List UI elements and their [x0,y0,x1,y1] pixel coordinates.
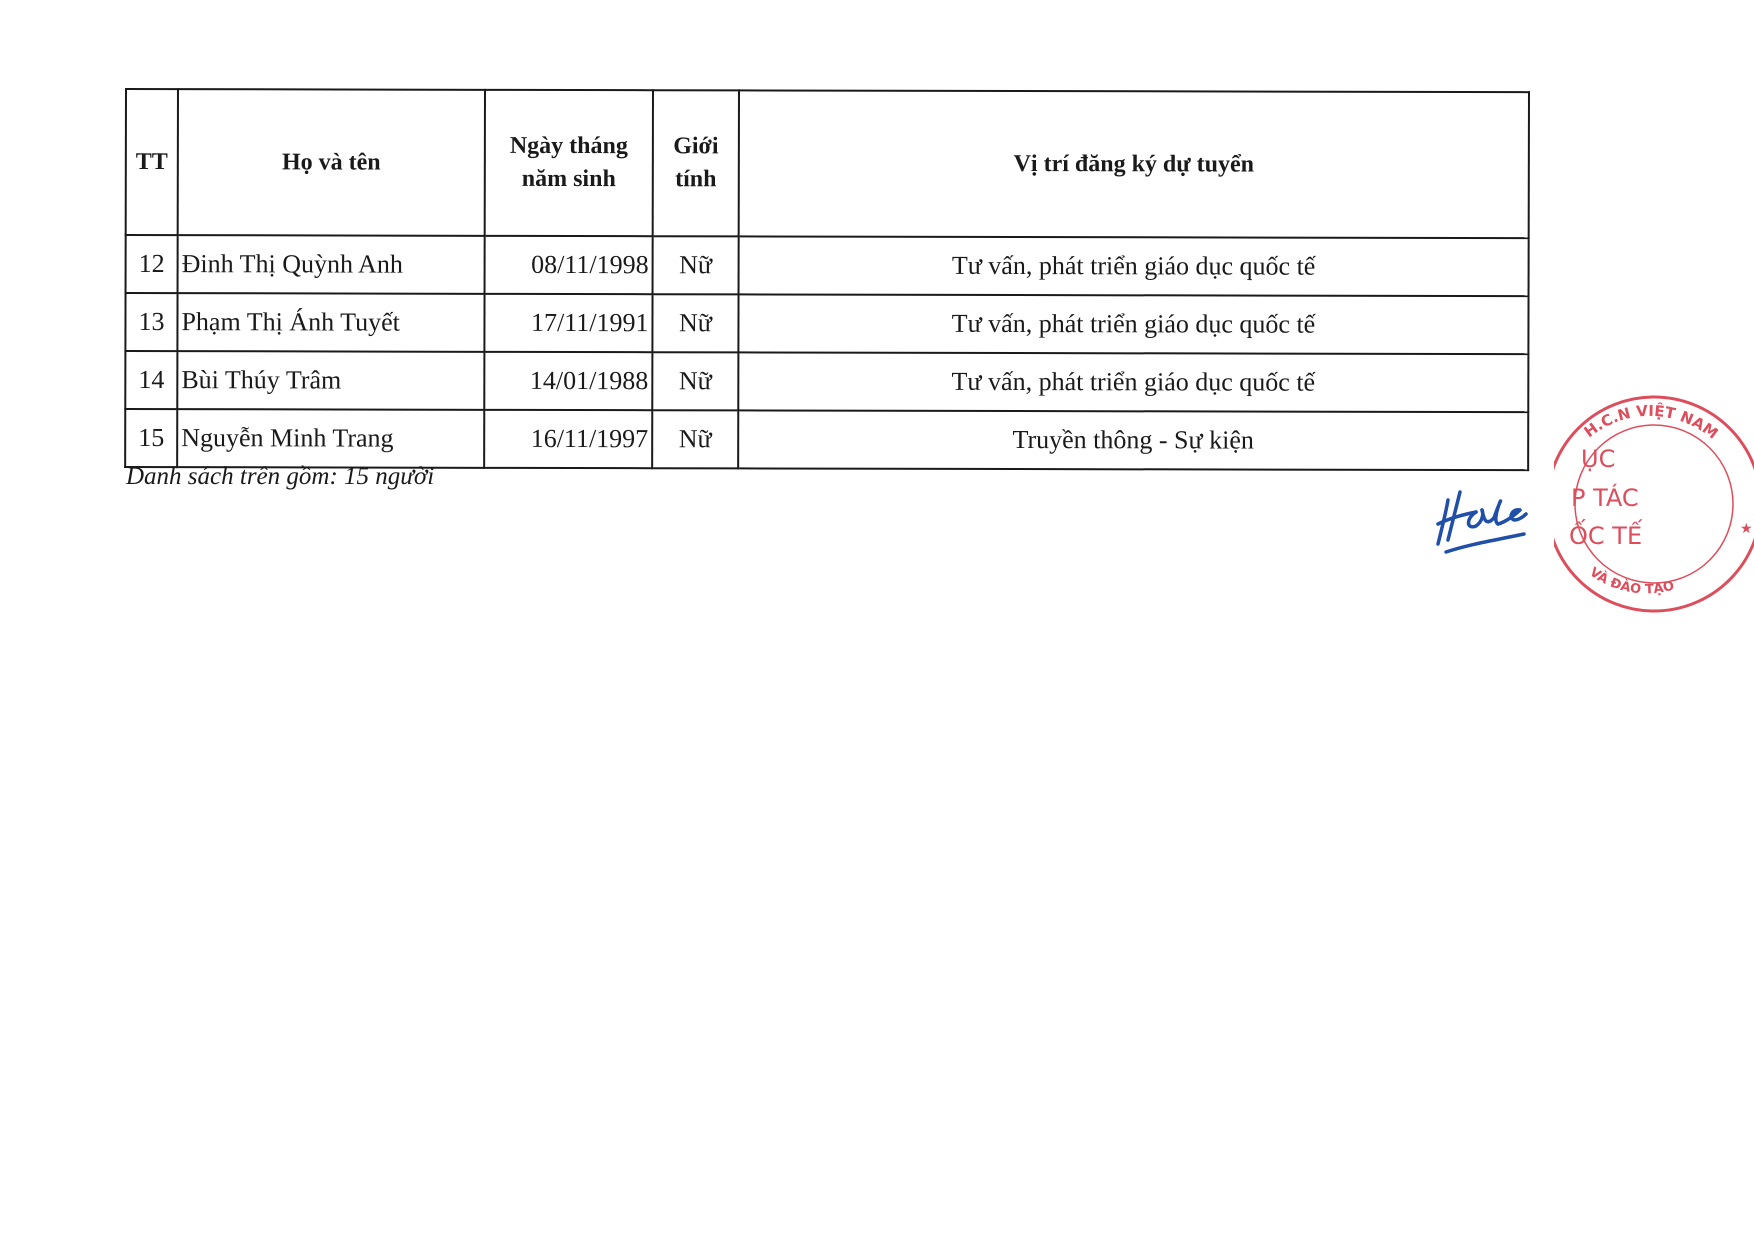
header-dob-line2: năm sinh [521,165,616,193]
table-row [125,351,1528,412]
cell-dob: 17/11/1991 [484,294,652,352]
cell-tt: 14 [125,351,177,409]
header-tt: TT [126,89,178,235]
cell-sex: Nữ [652,410,738,468]
cell-position: Tư vấn, phát triển giáo dục quốc tế [738,294,1528,354]
cell-sex: Nữ [652,294,738,352]
official-stamp [1554,394,1754,614]
svg-text:VÀ ĐÀO TẠO [1587,565,1676,597]
header-name: Họ và tên [178,89,485,236]
cell-position: Tư vấn, phát triển giáo dục quốc tế [738,352,1528,412]
header-dob [485,90,653,236]
cell-name: Đinh Thị Quỳnh Anh [178,235,485,294]
stamp-ring-star: ★ [1740,521,1753,537]
header-sex-line1: Giới [673,133,719,160]
cell-dob: 16/11/1997 [484,410,652,468]
table-row [126,235,1529,296]
header-sex-line2: tính [675,166,717,193]
table-header-row [126,89,1529,238]
table-row [125,293,1528,354]
signature [1436,488,1528,554]
cell-position: Tư vấn, phát triển giáo dục quốc tế [739,236,1529,296]
cell-tt: 13 [125,293,177,351]
stamp-line-3: ỐC TẾ [1569,522,1643,550]
stamp-line-1: ỤC [1581,445,1616,473]
stamp-line-2: P TÁC [1571,484,1639,512]
cell-position: Truyền thông - Sự kiện [738,410,1528,470]
cell-sex: Nữ [652,352,738,410]
header-sex [653,90,739,236]
stamp-ring-top: H.C.N VIỆT NAM [1580,401,1722,443]
cell-tt: 15 [125,409,177,467]
cell-tt: 12 [126,235,178,293]
cell-sex: Nữ [653,236,739,294]
candidate-table [124,88,1530,471]
summary-text: Danh sách trên gồm: 15 người [126,463,435,490]
cell-name: Nguyễn Minh Trang [177,409,484,468]
table-row [125,409,1528,470]
cell-name: Phạm Thị Ánh Tuyết [177,293,484,352]
cell-dob: 14/01/1988 [484,352,652,410]
cell-dob: 08/11/1998 [485,236,653,294]
header-position: Vị trí đăng ký dự tuyển [739,90,1529,238]
cell-name: Bùi Thúy Trâm [177,351,484,410]
stamp-ring-bottom: VÀ ĐÀO TẠO [1586,564,1676,598]
header-dob-line1: Ngày tháng [509,132,628,160]
